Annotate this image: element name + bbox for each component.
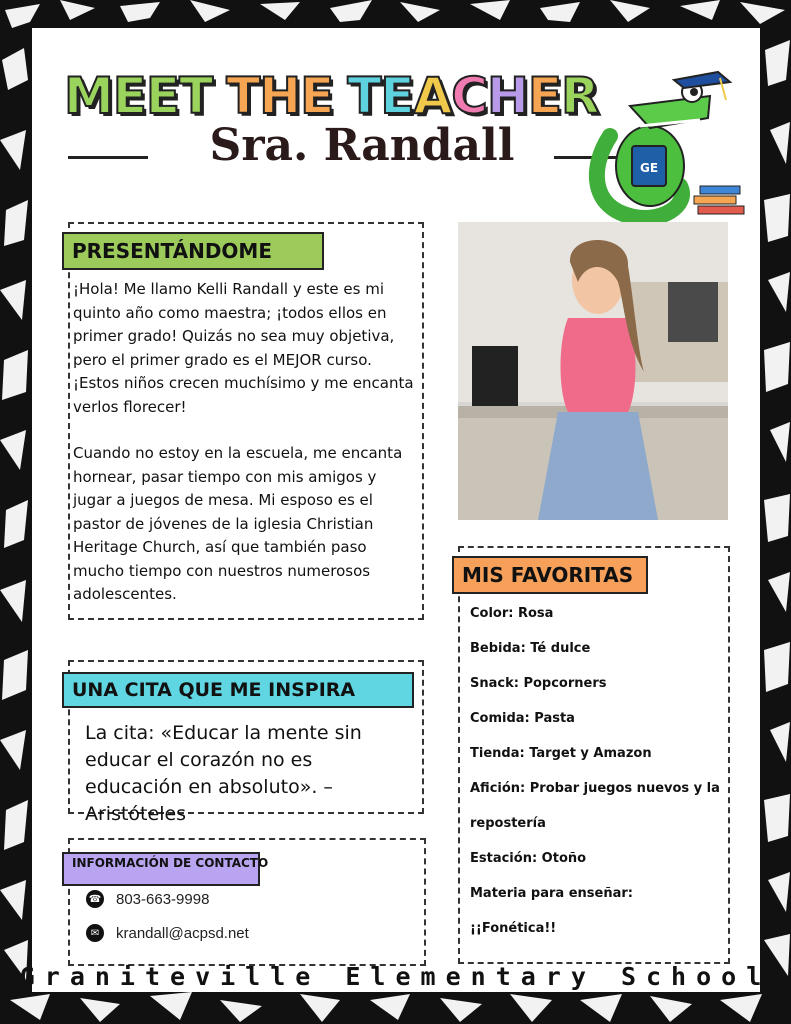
phone-icon: ☎ [86,890,104,908]
contact-heading: INFORMACIÓN DE CONTACTO [62,852,260,886]
contact-phone: 803-663-9998 [116,890,210,908]
favorites-box [458,546,730,964]
favorite-item: Snack: Popcorners [470,676,607,691]
contact-phone-row[interactable] [86,882,249,916]
school-name-footer: Graniteville Elementary School [19,962,772,991]
favorite-item: Tienda: Target y Amazon [470,746,652,761]
intro-heading: PRESENTÁNDOME [62,232,324,270]
contact-email-row[interactable] [86,916,249,950]
favorite-item: Afición: Probar juegos nuevos y la repostería [470,781,720,831]
title-word-0: M E E T [64,67,213,125]
title-word-2: T E A C H E R [347,67,599,125]
page-title [64,68,624,124]
alligator-graduate-icon [580,66,750,226]
title-word-1: T H E [226,67,334,125]
favorite-item: Color: Rosa [470,606,554,621]
favorites-heading: MIS FAVORITAS [452,556,648,594]
title-rule-left [68,156,148,159]
favorite-item: Comida: Pasta [470,711,575,726]
teacher-photo [458,222,728,520]
favorite-item: Materia para enseñar: ¡¡Fonética!! [470,886,633,936]
intro-box [68,222,424,620]
favorite-item: Bebida: Té dulce [470,641,591,656]
teacher-name: Sra. Randall [209,120,515,171]
quote-text: La cita: «Educar la mente sin educar el corazón no es educación en absoluto». –Aristóteles [85,722,362,825]
mascot-book-label: GE [639,161,659,175]
intro-paragraph-2: Cuando no estoy en la escuela, me encanta hornear, pasar tiempo con mis amigos y jugar a juegos de mesa. Mi esposo es el pastor de jóvenes de la iglesia Christian Heritage Church, así que también paso mucho tiempo con nuestros numerosos adolescentes. [73,444,403,603]
favorite-item: Estación: Otoño [470,851,587,866]
contact-email: krandall@acpsd.net [116,924,249,942]
email-icon: ✉ [86,924,104,942]
quote-heading: UNA CITA QUE ME INSPIRA [62,672,414,708]
intro-paragraph-1: ¡Hola! Me llamo Kelli Randall y este es mi quinto año como maestra; ¡todos ellos en primer grado! Quizás no sea muy objetiva, pero el primer grado es el MEJOR curso. ¡Estos niños crecen muchísimo y me encanta verlos florecer! [73,280,414,416]
flyer-page [32,28,760,992]
